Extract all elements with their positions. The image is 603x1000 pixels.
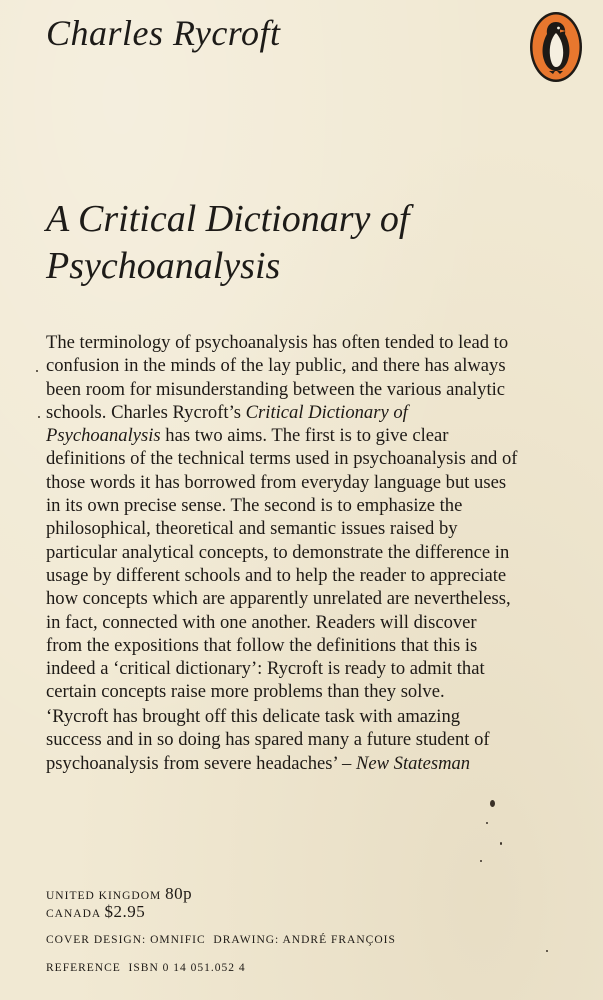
blurb-line: those words it has borrowed from everyday language but uses: [46, 471, 507, 493]
paper-speck: [486, 822, 488, 824]
price-uk: [46, 884, 192, 904]
review-quote: [46, 705, 586, 775]
paper-speck: [490, 800, 495, 807]
blurb-title-italic: Critical Dictionary of: [245, 401, 408, 423]
blurb-line: how concepts which are apparently unrelated are nevertheless,: [46, 588, 511, 610]
blurb-line: in fact, connected with one another. Readers will discover: [46, 611, 477, 633]
blurb-line: [46, 424, 586, 447]
paper-speck: [480, 860, 482, 862]
blurb-line: definitions of the technical terms used in psychoanalysis and of: [46, 448, 518, 470]
price-uk-value: 80p: [165, 884, 193, 903]
price-canada-label: CANADA: [46, 908, 101, 920]
blurb-line: [46, 401, 586, 424]
blurb-line: particular analytical concepts, to demonstrate the difference in: [46, 541, 510, 563]
blurb-line: The terminology of psychoanalysis has often tended to lead to: [46, 332, 509, 353]
price-canada: [46, 902, 145, 922]
quote-text: psychoanalysis from severe headaches’ –: [46, 752, 356, 774]
blurb-title-italic: Psychoanalysis: [46, 425, 161, 447]
paper-speck: [500, 842, 502, 845]
quote-line: ‘Rycroft has brought off this delicate task with amazing: [46, 706, 461, 727]
blurb-line: in its own precise sense. The second is to emphasize the: [46, 495, 463, 517]
quote-line: [46, 752, 586, 775]
blurb-line: certain concepts raise more problems than they solve.: [46, 681, 445, 703]
penguin-logo-icon: [529, 11, 583, 83]
blurb-line: confusion in the minds of the lay public, and there has always: [46, 355, 506, 377]
title-line-1: A Critical Dictionary of: [46, 198, 410, 240]
paper-speck: [38, 416, 40, 418]
price-canada-value: $2.95: [104, 902, 146, 921]
blurb-line: usage by different schools and to help the reader to appreciate: [46, 564, 507, 586]
isbn-line: REFERENCE ISBN 0 14 051.052 4: [46, 962, 246, 974]
paper-speck: [36, 370, 38, 372]
quote-line: success and in so doing has spared many a future student of: [46, 729, 490, 751]
title-line-2: Psychoanalysis: [46, 245, 281, 287]
blurb-text: has two aims. The first is to give clear: [160, 425, 449, 447]
cover-credits: COVER DESIGN: OMNIFIC DRAWING: ANDRÉ FRANÇOIS: [46, 934, 396, 946]
paper-speck: [546, 950, 548, 952]
blurb-paragraph: [46, 331, 586, 704]
blurb-line: been room for misunderstanding between the various analytic: [46, 378, 506, 400]
blurb-line: from the expositions that follow the definitions that this is: [46, 634, 478, 656]
quote-source: New Statesman: [355, 752, 471, 774]
blurb-line: philosophical, theoretical and semantic issues raised by: [46, 518, 458, 540]
blurb-text: schools. Charles Rycroft’s: [46, 401, 246, 423]
price-uk-label: UNITED KINGDOM: [46, 890, 162, 902]
blurb-line: indeed a ‘critical dictionary’: Rycroft is ready to admit that: [46, 658, 485, 680]
book-title: [46, 196, 566, 290]
author-name: Charles Rycroft: [46, 13, 281, 53]
